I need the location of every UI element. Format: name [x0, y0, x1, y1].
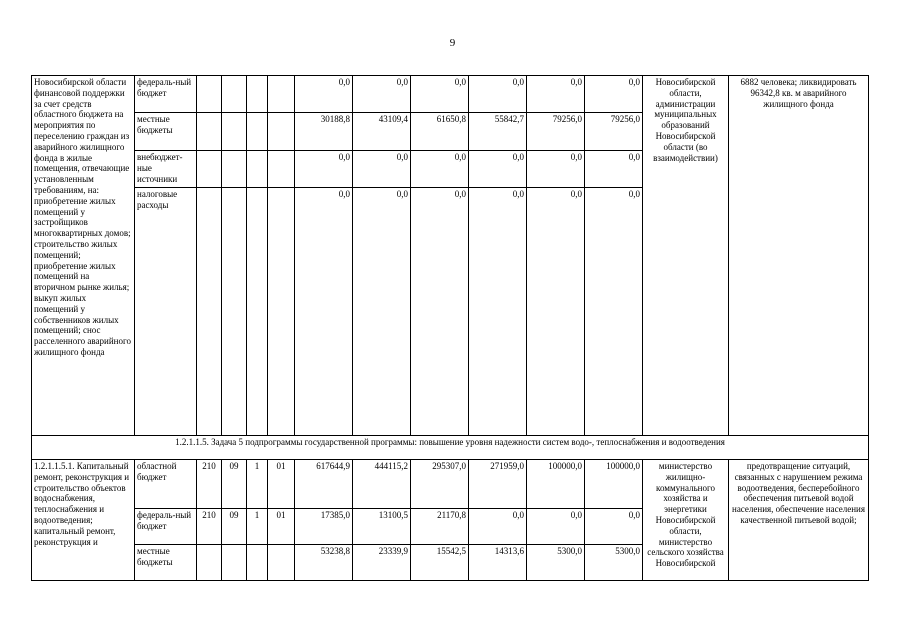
amount-cell: 0,0	[527, 509, 585, 545]
funding-source-cell: федераль-ный бюджет	[135, 509, 197, 545]
amount-cell: 617644,9	[295, 460, 353, 509]
amount-cell: 21170,8	[411, 509, 469, 545]
amount-cell: 0,0	[353, 151, 411, 188]
page-number: 9	[449, 37, 456, 49]
code-cell	[222, 76, 247, 113]
code-cell	[222, 113, 247, 151]
funding-source-cell: федераль-ный бюджет	[135, 76, 197, 113]
funding-source-cell: областной бюджет	[135, 460, 197, 509]
amount-cell: 5300,0	[527, 545, 585, 581]
code-cell	[222, 151, 247, 188]
amount-cell: 0,0	[469, 76, 527, 113]
amount-cell: 0,0	[295, 188, 353, 436]
amount-cell: 444115,2	[353, 460, 411, 509]
amount-cell: 30188,8	[295, 113, 353, 151]
amount-cell: 13100,5	[353, 509, 411, 545]
code-cell: 09	[222, 460, 247, 509]
code-cell: 1	[247, 460, 268, 509]
code-cell	[222, 545, 247, 581]
code-cell	[222, 188, 247, 436]
code-cell	[268, 76, 295, 113]
code-cell: 01	[268, 509, 295, 545]
activity-name-cell: 1.2.1.1.5.1. Капитальный ремонт, реконструкция и строительство объектов водоснабжения, теплоснабжения и водоотведения; капитальный ремонт, реконструкция и	[32, 460, 135, 581]
code-cell: 09	[222, 509, 247, 545]
amount-cell: 0,0	[411, 151, 469, 188]
table-row	[32, 436, 869, 460]
amount-cell: 79256,0	[527, 113, 585, 151]
code-cell	[268, 188, 295, 436]
amount-cell: 61650,8	[411, 113, 469, 151]
amount-cell: 79256,0	[585, 113, 643, 151]
code-cell	[268, 113, 295, 151]
funding-source-cell: налоговые расходы	[135, 188, 197, 436]
funding-source-cell: внебюджет-ные источники	[135, 151, 197, 188]
amount-cell: 15542,5	[411, 545, 469, 581]
code-cell	[247, 545, 268, 581]
code-cell: 210	[197, 460, 222, 509]
amount-cell: 0,0	[585, 188, 643, 436]
amount-cell: 295307,0	[411, 460, 469, 509]
amount-cell: 0,0	[469, 509, 527, 545]
task-heading: 1.2.1.1.5. Задача 5 подпрограммы государственной программы: повышение уровня надежности систем водо-, теплоснабжения и водоотведения	[32, 436, 869, 460]
activity-name-cell: Новосибирской области финансовой поддержки за счет средств областного бюджета на мероприятия по переселению граждан из аварийного жилищного фонда в жилые помещения, отвечающие установленным требованиям, на: приобретение жилых помещений у застройщиков многоквартирных домов; строительство жилых помещений; приобретение жилых помещений на вторичном рынке жилья; выкуп жилых помещений у собственников жилых помещений; снос расселенного аварийного жилищного фонда	[32, 76, 135, 436]
code-cell	[197, 151, 222, 188]
table-row	[32, 460, 869, 509]
code-cell	[247, 188, 268, 436]
amount-cell: 14313,6	[469, 545, 527, 581]
amount-cell: 43109,4	[353, 113, 411, 151]
code-cell	[268, 151, 295, 188]
result-cell: предотвращение ситуаций, связанных с нарушением режима водоотведения, бесперебойного обеспечения питьевой водой населения, обеспечение населения качественной питьевой водой;	[729, 460, 869, 581]
amount-cell: 5300,0	[585, 545, 643, 581]
amount-cell: 23339,9	[353, 545, 411, 581]
code-cell: 01	[268, 460, 295, 509]
table-row	[32, 76, 869, 113]
code-cell	[268, 545, 295, 581]
amount-cell: 0,0	[411, 188, 469, 436]
program-table	[31, 75, 869, 581]
code-cell	[247, 151, 268, 188]
code-cell	[197, 113, 222, 151]
amount-cell: 0,0	[295, 151, 353, 188]
code-cell	[197, 76, 222, 113]
amount-cell: 0,0	[585, 151, 643, 188]
amount-cell: 0,0	[411, 76, 469, 113]
amount-cell: 271959,0	[469, 460, 527, 509]
amount-cell: 0,0	[527, 151, 585, 188]
amount-cell: 0,0	[295, 76, 353, 113]
code-cell: 1	[247, 509, 268, 545]
amount-cell: 0,0	[353, 76, 411, 113]
result-cell: 6882 человека; ликвидировать 96342,8 кв. м аварийного жилищного фонда	[729, 76, 869, 436]
executor-cell: министерство жилищно-коммунального хозяйства и энергетики Новосибирской области, министерство сельского хозяйства Новосибирской	[643, 460, 729, 581]
funding-source-cell: местные бюджеты	[135, 113, 197, 151]
amount-cell: 100000,0	[585, 460, 643, 509]
amount-cell: 55842,7	[469, 113, 527, 151]
code-cell	[197, 188, 222, 436]
amount-cell: 0,0	[469, 188, 527, 436]
amount-cell: 0,0	[585, 76, 643, 113]
funding-source-cell: местные бюджеты	[135, 545, 197, 581]
amount-cell: 100000,0	[527, 460, 585, 509]
code-cell	[247, 76, 268, 113]
amount-cell: 17385,0	[295, 509, 353, 545]
amount-cell: 0,0	[469, 151, 527, 188]
code-cell	[247, 113, 268, 151]
code-cell: 210	[197, 509, 222, 545]
amount-cell: 0,0	[585, 509, 643, 545]
amount-cell: 0,0	[353, 188, 411, 436]
amount-cell: 53238,8	[295, 545, 353, 581]
executor-cell: Новосибирской области, администрации муниципальных образований Новосибирской области (во взаимодействии)	[643, 76, 729, 436]
amount-cell: 0,0	[527, 188, 585, 436]
amount-cell: 0,0	[527, 76, 585, 113]
code-cell	[197, 545, 222, 581]
